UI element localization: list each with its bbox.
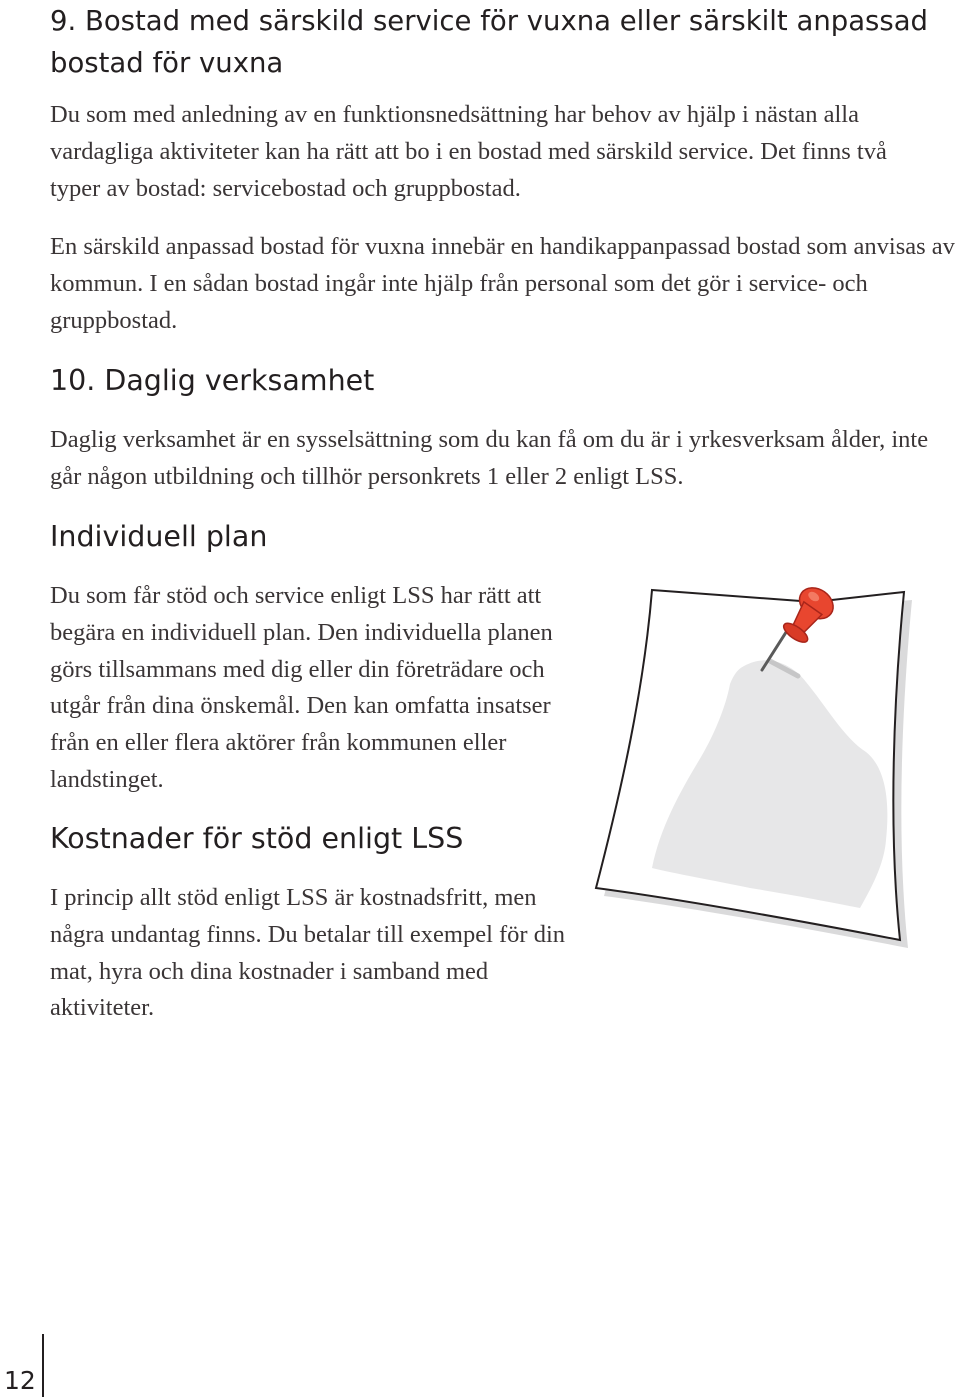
page-number-rule (42, 1334, 44, 1397)
section-heading-bostad: 9. Bostad med särskild service för vuxna eller särskilt anpassad bostad för vuxna (50, 5, 929, 79)
paragraph-daglig-verksamhet: Daglig verksamhet är en sysselsättning som du kan få om du är i yrkesverksam ålder, inte går någon utbildning och tillhör personkrets 1 eller 2 enligt LSS. (50, 426, 929, 490)
pinned-note-icon (594, 556, 920, 956)
page-number: 12 (4, 1366, 36, 1395)
paragraph-individuell-plan: Du som får stöd och service enligt LSS har rätt att begära en individuell plan. Den individuella planen görs tillsammans med dig eller din företrädare och utgår från dina önskemål. Den kan omfatta insatser från en eller flera aktörer från kommunen eller landstinget. (50, 582, 553, 793)
section-heading-kostnader: Kostnader för stöd enligt LSS (50, 822, 464, 855)
paragraph-kostnader: I princip allt stöd enligt LSS är kostnadsfritt, men några undantag finns. Du betalar till exempel för din mat, hyra och dina kostnader i samband med aktiviteter. (50, 884, 566, 1022)
paragraph-bostad-intro: Du som med anledning av en funktionsnedsättning har behov av hjälp i nästan alla vardagliga aktiviteter kan ha rätt att bo i en bostad med särskild service. Det finns två typer av bostad: servicebostad och gruppbostad. (50, 101, 887, 202)
section-heading-daglig-verksamhet: 10. Daglig verksamhet (50, 364, 375, 397)
section-heading-individuell-plan: Individuell plan (50, 520, 268, 553)
paragraph-anpassad-bostad: En särskild anpassad bostad för vuxna innebär en handikappanpassad bostad som anvisas av kommun. I en sådan bostad ingår inte hjälp från personal som det gör i service- och gruppbostad. (50, 233, 955, 334)
